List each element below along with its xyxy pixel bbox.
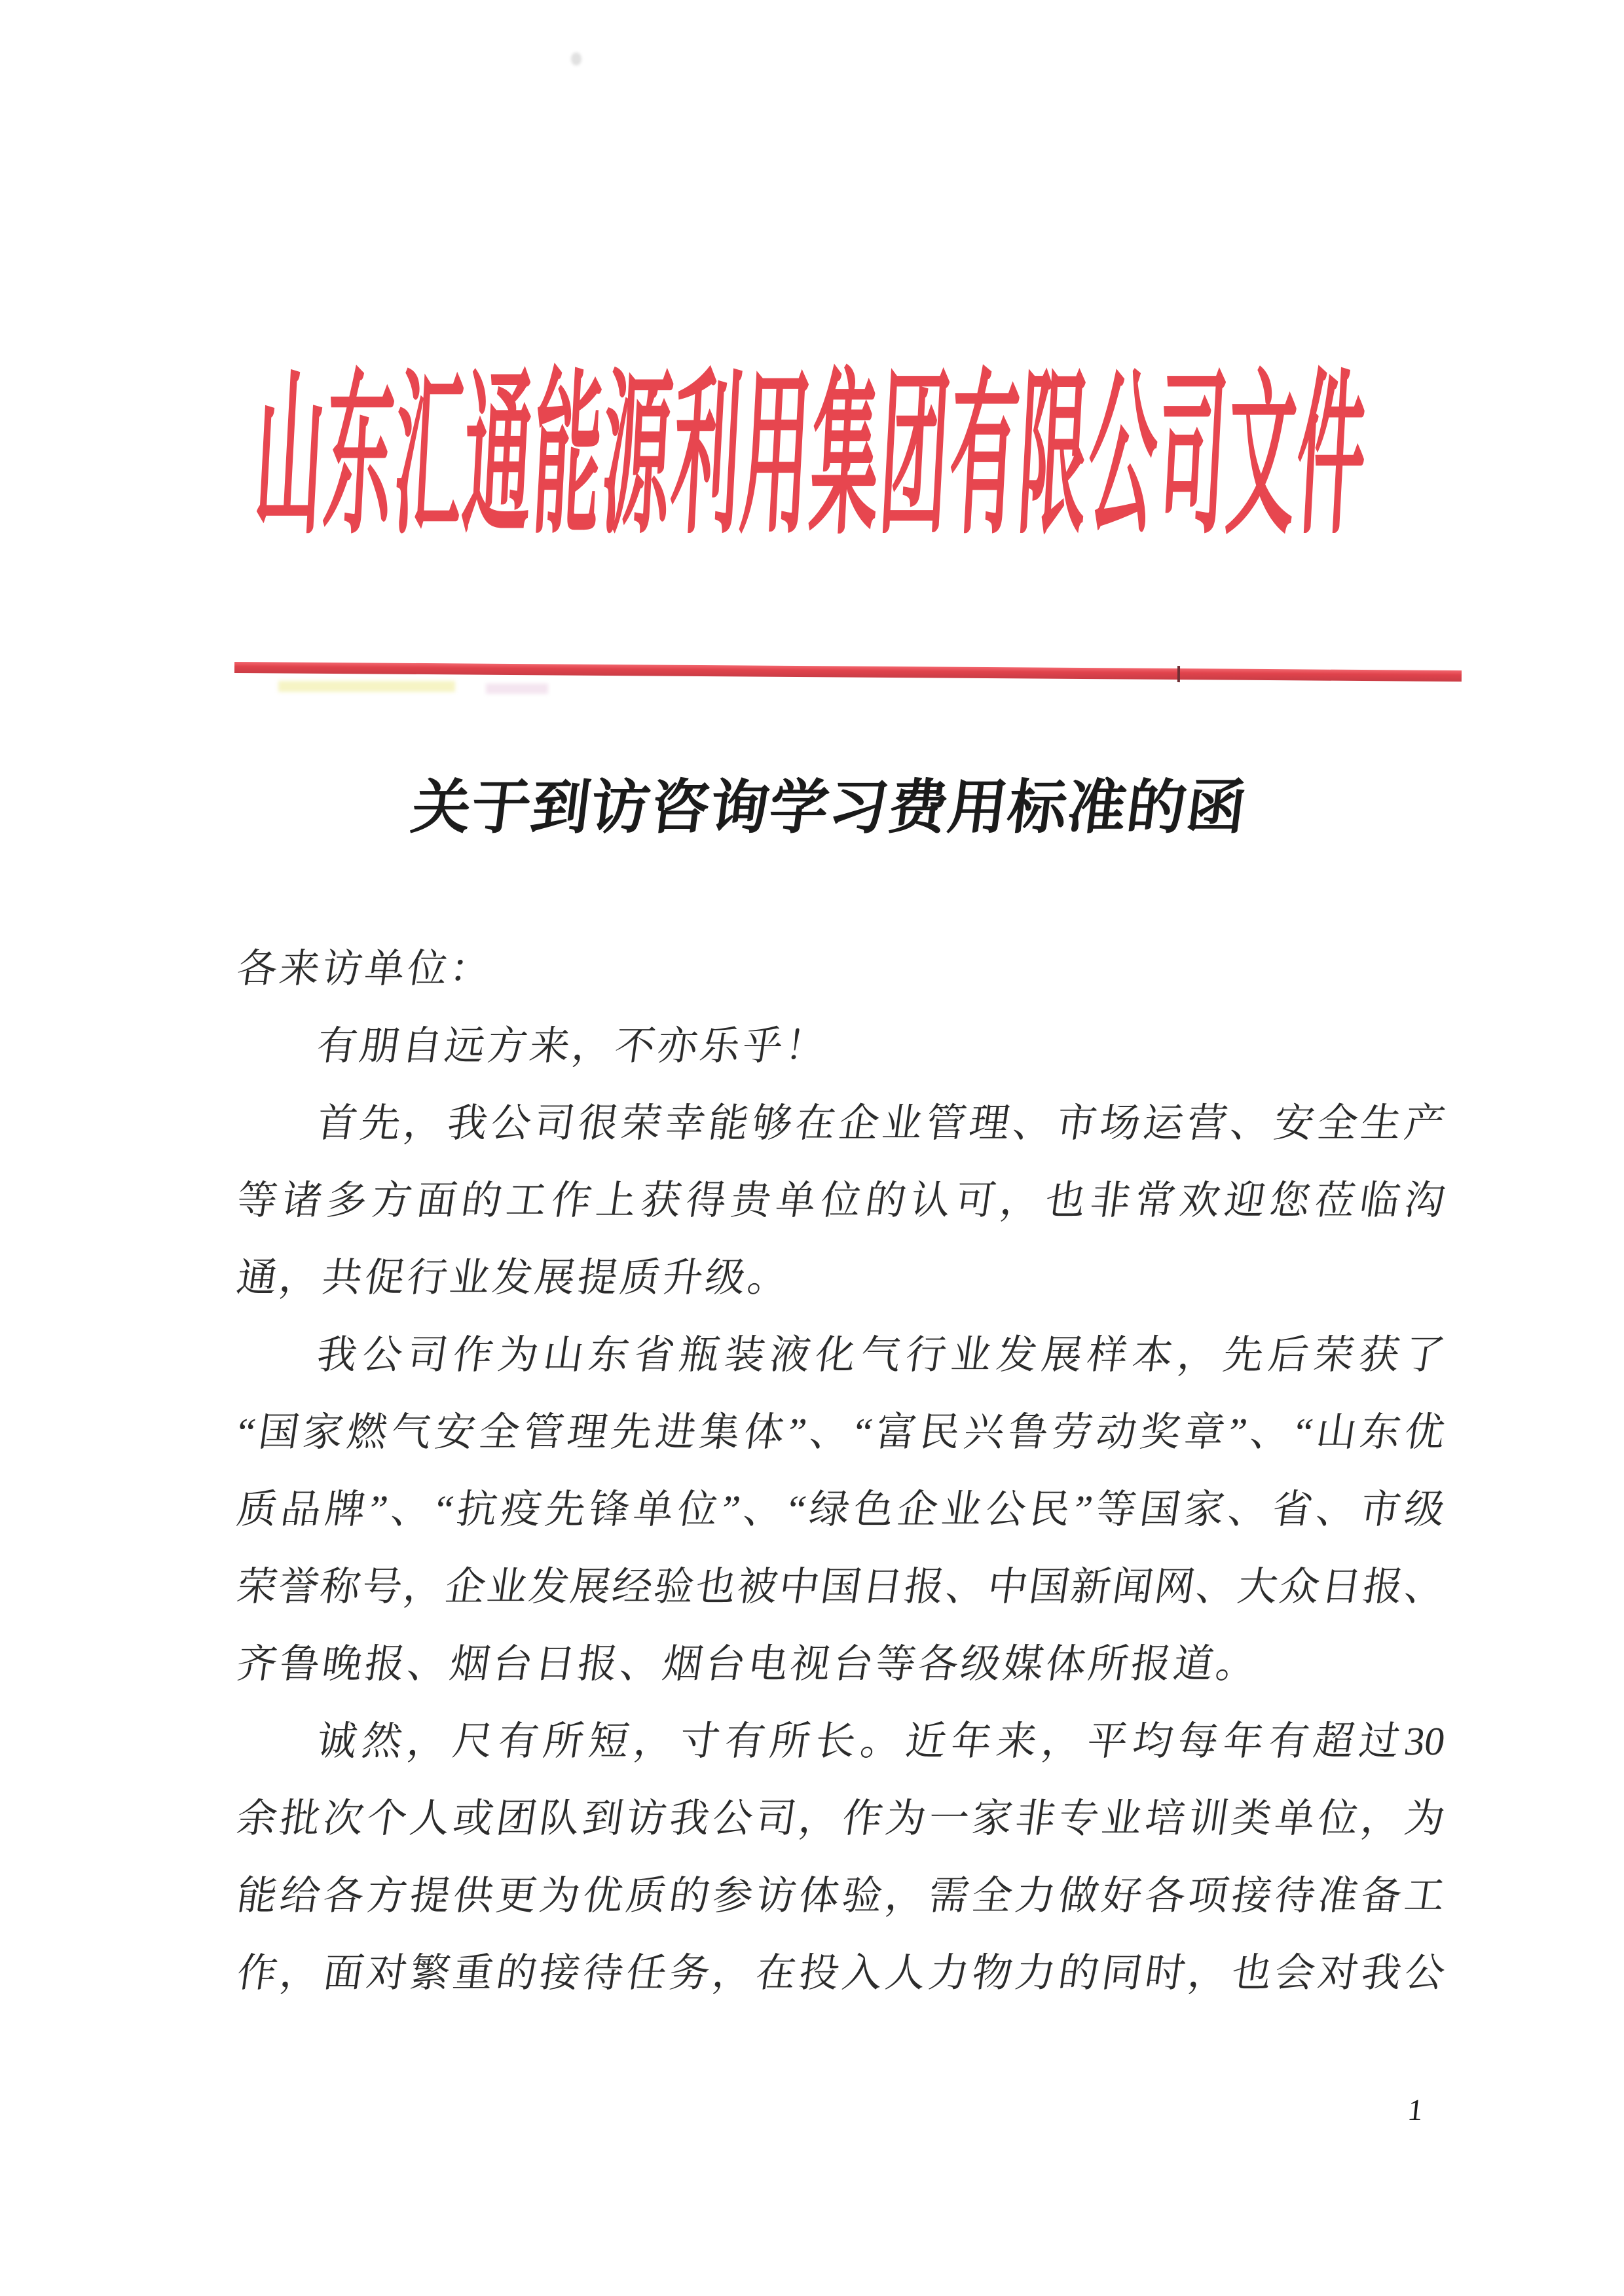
body-line: 余批次个人或团队到访我公司，作为一家非专业培训类单位，为 (234, 1797, 1448, 1841)
scan-smudge-pink (486, 683, 548, 694)
body-line: 质品牌”、“抗疫先锋单位”、“绿色企业公民”等国家、省、市级 (234, 1488, 1448, 1532)
body-line: 荣誉称号，企业发展经验也被中国日报、中国新闻网、大众日报、 (234, 1565, 1448, 1609)
document-title: 关于到访咨询学习费用标准的函 (407, 776, 1251, 841)
red-divider-line (234, 662, 1462, 682)
body-line: 通，共促行业发展提质升级。 (234, 1256, 794, 1300)
divider-tick-mark (1177, 666, 1180, 682)
body-text (234, 931, 1448, 2013)
body-line: 首先，我公司很荣幸能够在企业管理、市场运营、安全生产 (314, 1102, 1448, 1146)
page-number: 1 (1406, 2093, 1425, 2126)
body-line: 诚然，尺有所短，寸有所长。近年来，平均每年有超过30 (314, 1720, 1448, 1764)
body-line: 能给各方提供更为优质的参访体验，需全力做好各项接待准备工 (234, 1874, 1448, 1918)
body-line: 各来访单位： (234, 947, 496, 991)
body-line: 我公司作为山东省瓶装液化气行业发展样本，先后荣获了 (314, 1334, 1448, 1377)
body-line: 有朋自远方来，不亦乐乎！ (314, 1025, 831, 1068)
scan-speck-artifact (571, 52, 581, 65)
scan-smudge-yellow (278, 681, 455, 692)
letterhead (0, 346, 1624, 556)
body-line: 作，面对繁重的接待任务，在投入人力物力的同时，也会对我公 (234, 1952, 1448, 1995)
body-line: “国家燃气安全管理先进集体”、“富民兴鲁劳动奖章”、“山东优 (234, 1411, 1448, 1455)
body-line: 等诸多方面的工作上获得贵单位的认可，也非常欢迎您莅临沟 (234, 1179, 1448, 1223)
body-line: 齐鲁晚报、烟台日报、烟台电视台等各级媒体所报道。 (234, 1643, 1262, 1686)
letterhead-title: 山东汇通能源利用集团有限公司文件 (250, 359, 1372, 556)
